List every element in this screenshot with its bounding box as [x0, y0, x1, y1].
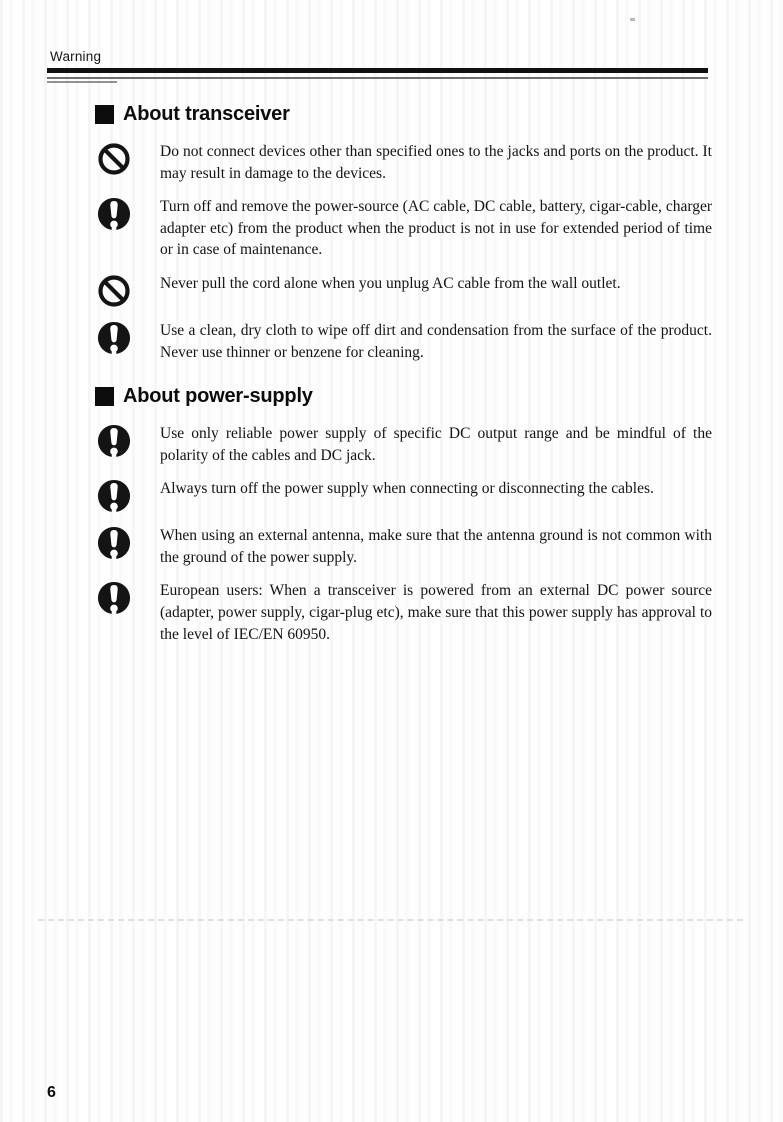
warning-text: European users: When a transceiver is powered from an external DC power source (adapter, power supply, cigar-plug etc), make sure that this power supply has approval to the level of IEC/EN 60950. — [160, 582, 712, 643]
warning-text: Turn off and remove the power-source (AC cable, DC cable, battery, cigar-cable, charger adapter etc) from the product when the product is not in use for extended period of time or in case of maintenance. — [160, 198, 712, 259]
header-rule-thick — [47, 68, 708, 73]
section-heading — [95, 385, 783, 408]
warning-item — [97, 141, 712, 184]
prohibition-icon — [97, 274, 131, 308]
warning-item — [97, 423, 712, 466]
warning-item — [97, 196, 712, 261]
section-title: About power-supply — [123, 385, 313, 407]
warning-text: When using an external antenna, make sure that the antenna ground is not common with the ground of the power supply. — [160, 527, 712, 566]
section-about-transceiver — [0, 103, 783, 375]
page-number: 6 — [47, 1084, 56, 1101]
scan-artifact-speck — [630, 18, 635, 21]
prohibition-icon — [97, 142, 131, 176]
running-header-label: Warning — [50, 49, 102, 64]
heading-square-bullet — [95, 105, 114, 124]
mandatory-icon — [97, 479, 131, 513]
warning-text: Never pull the cord alone when you unplug AC cable from the wall outlet. — [160, 274, 621, 292]
mandatory-icon — [97, 526, 131, 560]
mandatory-icon — [97, 197, 131, 231]
section-title: About transceiver — [123, 103, 290, 125]
section-heading — [95, 103, 783, 126]
mandatory-icon — [97, 321, 131, 355]
warning-text: Do not connect devices other than specified ones to the jacks and ports on the product. It may result in damage to the devices. — [160, 143, 712, 182]
warning-text: Use a clean, dry cloth to wipe off dirt and condensation from the surface of the product. Never use thinner or benzene for cleaning. — [160, 321, 712, 361]
section-about-power-supply — [0, 385, 783, 657]
warning-item — [97, 580, 712, 645]
warning-item — [97, 320, 712, 363]
heading-square-bullet — [95, 387, 114, 406]
footer-divider — [38, 919, 743, 921]
warning-text: Always turn off the power supply when connecting or disconnecting the cables. — [160, 480, 654, 498]
mandatory-icon — [97, 581, 131, 615]
header-rule-smudge — [47, 81, 117, 83]
mandatory-icon — [97, 424, 131, 458]
warning-text: Use only reliable power supply of specific DC output range and be mindful of the polarity of the cables and DC jack. — [160, 425, 712, 464]
header-rule-thin — [47, 77, 708, 80]
warning-item — [97, 525, 712, 568]
warning-item — [97, 273, 712, 308]
warning-item — [97, 478, 712, 513]
